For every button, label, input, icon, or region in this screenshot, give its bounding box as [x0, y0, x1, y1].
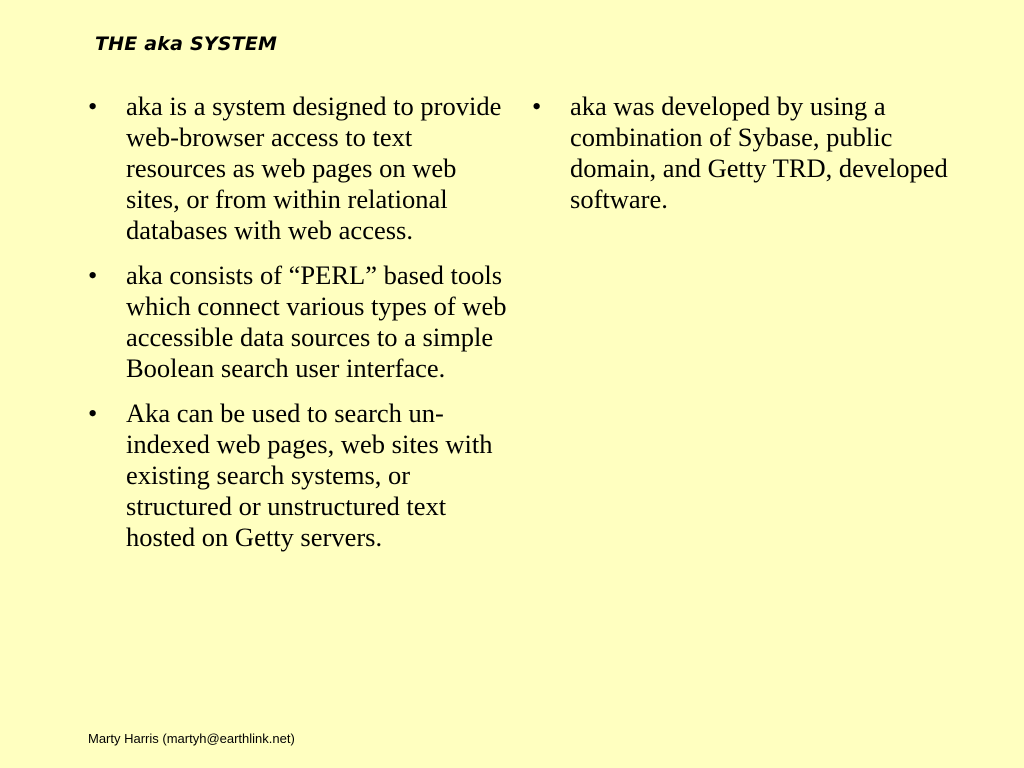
slide-title: THE aka SYSTEM	[95, 33, 278, 55]
bullet-icon: •	[88, 91, 98, 121]
bullet-item	[88, 91, 508, 246]
bullet-text: aka is a system designed to provide web-browser access to text resources as web pages on web sites, or from within relational databases with web access.	[126, 91, 502, 245]
bullet-icon: •	[532, 91, 542, 121]
left-bullet-list	[88, 91, 508, 553]
bullet-item	[88, 398, 508, 553]
left-column	[88, 91, 508, 567]
bullet-text: Aka can be used to search un-indexed web pages, web sites with existing search systems, or structured or unstructured text hosted on Getty servers.	[126, 398, 493, 552]
bullet-item	[532, 91, 952, 215]
bullet-item	[88, 260, 508, 384]
bullet-text: aka was developed by using a combination of Sybase, public domain, and Getty TRD, developed software.	[570, 91, 948, 214]
footer-author: Marty Harris (martyh@earthlink.net)	[88, 731, 295, 746]
right-bullet-list	[532, 91, 952, 215]
bullet-icon: •	[88, 398, 98, 428]
bullet-text: aka consists of “PERL” based tools which connect various types of web accessible data sources to a simple Boolean search user interface.	[126, 260, 507, 383]
right-column	[532, 91, 952, 229]
bullet-icon: •	[88, 260, 98, 290]
